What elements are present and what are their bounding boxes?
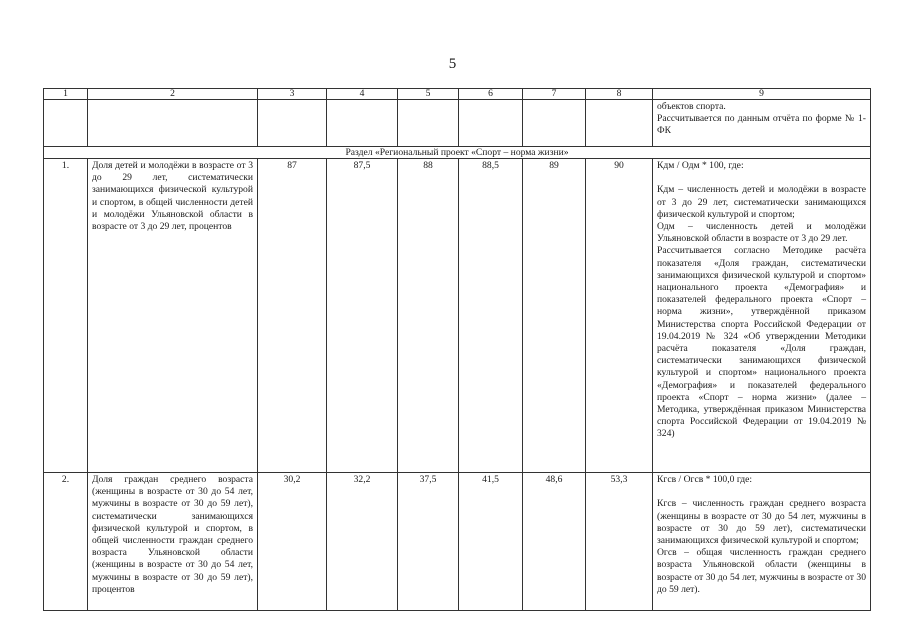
empty-cell <box>44 100 88 147</box>
row-number: 1. <box>44 159 88 473</box>
column-number: 3 <box>258 89 327 100</box>
value-cell: 87 <box>258 159 327 473</box>
empty-cell <box>459 100 523 147</box>
value-cell: 48,6 <box>523 473 586 611</box>
empty-cell <box>398 100 459 147</box>
column-number: 8 <box>586 89 653 100</box>
value-cell: 37,5 <box>398 473 459 611</box>
value-cell: 41,5 <box>459 473 523 611</box>
calculation-method-cell: объектов спорта. Рассчитывается по данным отчёта по форме № 1-ФК <box>653 100 871 147</box>
section-row <box>44 147 871 159</box>
row-number: 2. <box>44 473 88 611</box>
empty-cell <box>258 100 327 147</box>
calculation-method-cell: Кдм / Одм * 100, где: Кдм – численность детей и молодёжи в возрасте от 3 до 29 лет, систематически занимающихся физической культурой и спортом; Одм – численность детей и молодёжи Ульяновской области в возрасте от 3 до 29 лет. Рассчитывается согласно Методике расчёта показателя «Доля граждан, систематически занимающихся физической культурой и спортом» национального проекта «Демография» и показателей федерального проекта «Спорт – норма жизни», утверждённой приказом Министерства спорта Российской Федерации от 19.04.2019 № 324 «Об утверждении Методики расчёта показателя «Доля граждан, систематически занимающихся физической культурой и спортом» национального проекта «Демография» и показателей федерального проекта «Спорт – норма жизни» (далее – Методика, утверждённая приказом Министерства спорта Российской Федерации от 19.04.2019 № 324) <box>653 159 871 473</box>
column-number: 1 <box>44 89 88 100</box>
value-cell: 89 <box>523 159 586 473</box>
indicator-name: Доля граждан среднего возраста (женщины в возрасте от 30 до 54 лет, мужчины в возрасте от 30 до 59 лет), систематически занимающихся физической культурой и спортом, в общей численности граждан среднего возраста Ульяновской области (женщины в возрасте от 30 до 54 лет, мужчины в возрасте от 30 до 59 лет), процентов <box>88 473 258 611</box>
column-number: 9 <box>653 89 871 100</box>
table-row <box>44 159 871 473</box>
empty-cell <box>586 100 653 147</box>
column-number: 6 <box>459 89 523 100</box>
column-number: 2 <box>88 89 258 100</box>
page-number: 5 <box>448 56 457 72</box>
column-number-row <box>44 89 871 100</box>
calculation-method-cell: Кгсв / Огсв * 100,0 где: Кгсв – численность граждан среднего возраста (женщины в возрасте от 30 до 54 лет, мужчины в возрасте от 30 до 59 лет), систематически занимающихся физической культурой и спортом; Огсв – общая численность граждан среднего возраста Ульяновской области (женщины в возрасте от 30 до 54 лет, мужчины в возрасте от 30 до 59 лет). <box>653 473 871 611</box>
value-cell: 30,2 <box>258 473 327 611</box>
value-cell: 53,3 <box>586 473 653 611</box>
value-cell: 88,5 <box>459 159 523 473</box>
empty-cell <box>523 100 586 147</box>
indicator-name: Доля детей и молодёжи в возрасте от 3 до 29 лет, систематически занимающихся физической культурой и спортом, в общей численности детей и молодёжи Ульяновской области в возрасте от 3 до 29 лет, процентов <box>88 159 258 473</box>
value-cell: 87,5 <box>327 159 398 473</box>
continued-row <box>44 100 871 147</box>
value-cell: 88 <box>398 159 459 473</box>
indicators-table <box>43 88 871 611</box>
section-title: Раздел «Региональный проект «Спорт – норма жизни» <box>44 147 871 159</box>
value-cell: 32,2 <box>327 473 398 611</box>
column-number: 4 <box>327 89 398 100</box>
empty-cell <box>88 100 258 147</box>
table-row <box>44 473 871 611</box>
empty-cell <box>327 100 398 147</box>
value-cell: 90 <box>586 159 653 473</box>
column-number: 5 <box>398 89 459 100</box>
column-number: 7 <box>523 89 586 100</box>
